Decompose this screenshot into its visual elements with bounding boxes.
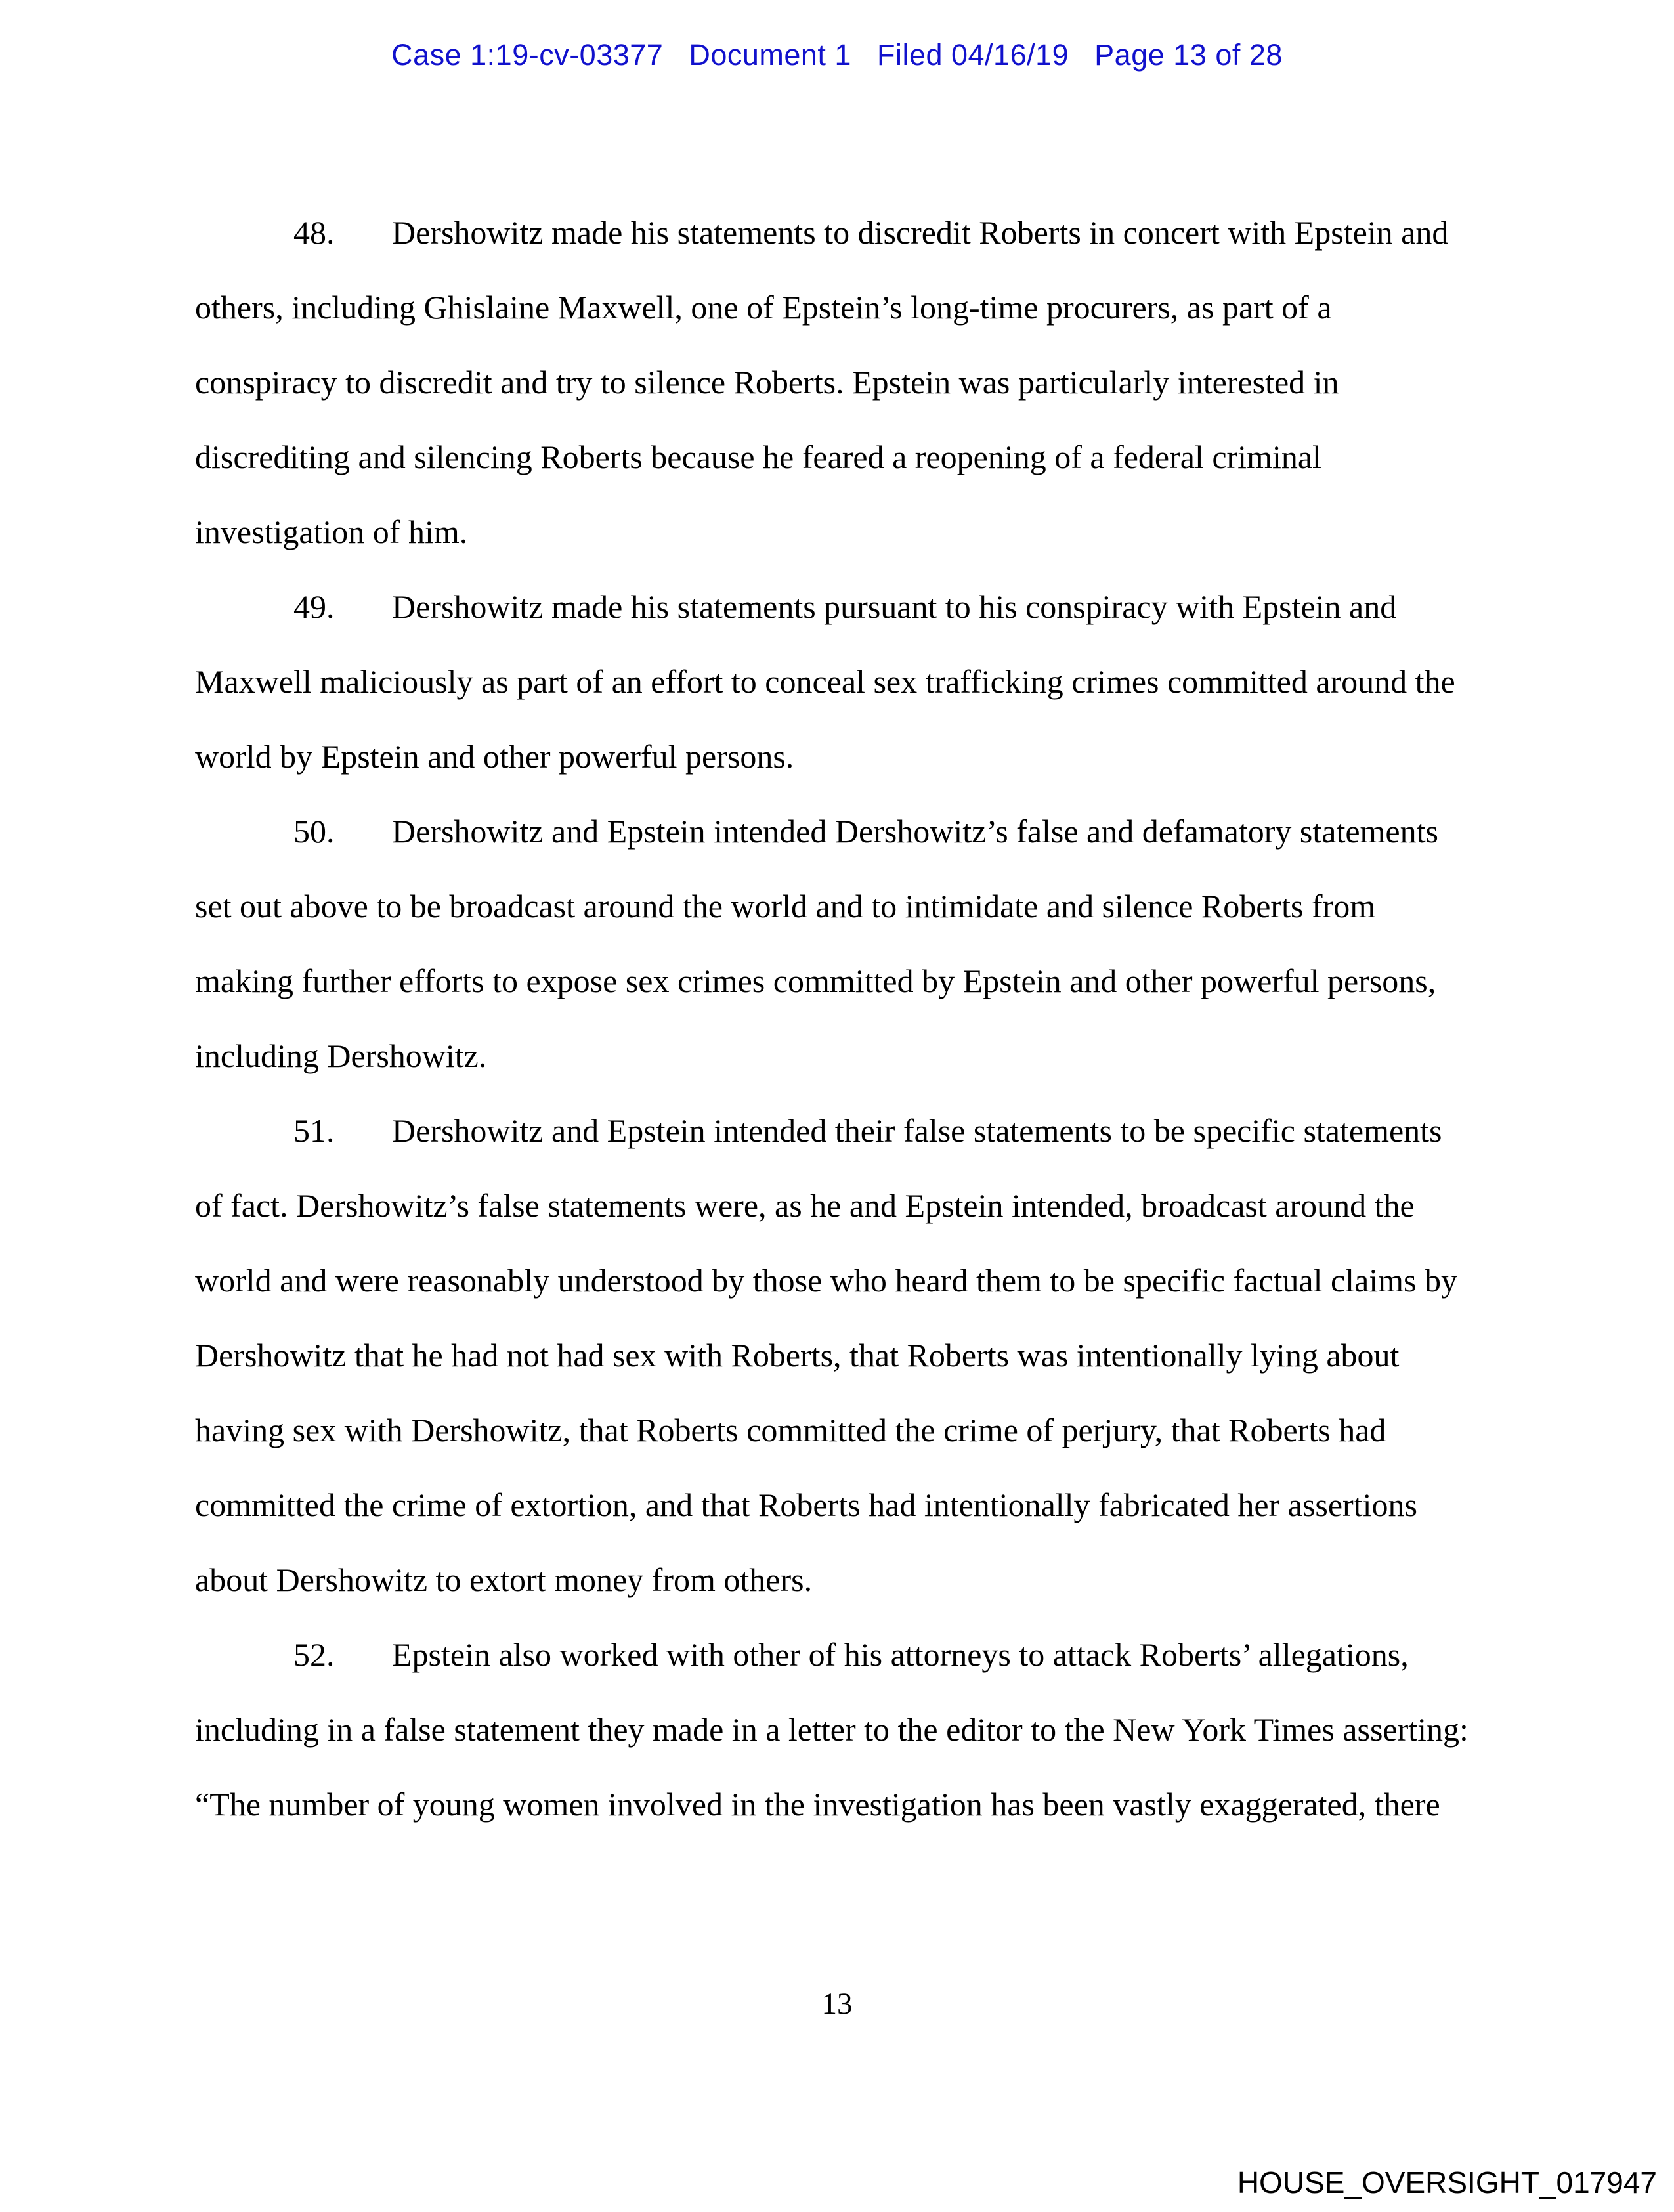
paragraph-text: Epstein also worked with other of his attorneys to attack Roberts’ allegations, xyxy=(392,1636,1409,1673)
paragraph-line: Dershowitz that he had not had sex with Roberts, that Roberts was intentionally lying about xyxy=(195,1337,1400,1374)
paragraph xyxy=(195,1093,1472,1617)
paragraph-line xyxy=(195,569,1472,644)
paragraph-line: of fact. Dershowitz’s false statements were, as he and Epstein intended, broadcast around the xyxy=(195,1187,1415,1224)
paragraph-line: making further efforts to expose sex crimes committed by Epstein and other powerful persons, xyxy=(195,963,1436,999)
document-body xyxy=(195,195,1472,1842)
paragraph-line xyxy=(195,1093,1472,1168)
paragraph-line: investigation of him. xyxy=(195,513,468,550)
paragraph-text: Dershowitz and Epstein intended Dershowitz’s false and defamatory statements xyxy=(392,813,1438,850)
paragraph-number: 49. xyxy=(293,588,335,625)
paragraph-line: others, including Ghislaine Maxwell, one of Epstein’s long-time procurers, as part of a xyxy=(195,289,1332,326)
paragraph-line: world and were reasonably understood by those who heard them to be specific factual claims by xyxy=(195,1262,1457,1299)
paragraph-line: world by Epstein and other powerful persons. xyxy=(195,738,794,775)
paragraph-number: 48. xyxy=(293,214,335,251)
paragraph xyxy=(195,569,1472,794)
paragraph-line: including in a false statement they made in a letter to the editor to the New York Times asserting: xyxy=(195,1711,1469,1748)
paragraph xyxy=(195,195,1472,569)
paragraph-line xyxy=(195,1617,1472,1692)
paragraph-line: including Dershowitz. xyxy=(195,1037,487,1074)
paragraph-number: 50. xyxy=(293,813,335,850)
page-number: 13 xyxy=(821,1987,853,2021)
case-header-stamp: Case 1:19-cv-03377 Document 1 Filed 04/16/19 Page 13 of 28 xyxy=(391,38,1283,72)
paragraph-line: conspiracy to discredit and try to silence Roberts. Epstein was particularly interested in xyxy=(195,364,1339,401)
paragraph-number: 51. xyxy=(293,1112,335,1149)
bates-number: HOUSE_OVERSIGHT_017947 xyxy=(1237,2165,1657,2200)
paragraph-line: committed the crime of extortion, and that Roberts had intentionally fabricated her assertions xyxy=(195,1486,1417,1523)
paragraph-line: set out above to be broadcast around the world and to intimidate and silence Roberts from xyxy=(195,888,1376,924)
paragraph-text: Dershowitz and Epstein intended their false statements to be specific statements xyxy=(392,1112,1442,1149)
paragraph-text: Dershowitz made his statements pursuant to his conspiracy with Epstein and xyxy=(392,588,1397,625)
paragraph xyxy=(195,794,1472,1093)
paragraph xyxy=(195,1617,1472,1842)
paragraph-line: discrediting and silencing Roberts because he feared a reopening of a federal criminal xyxy=(195,439,1321,475)
paragraph-line xyxy=(195,195,1472,270)
paragraph-line: about Dershowitz to extort money from others. xyxy=(195,1561,813,1598)
paragraph-line: “The number of young women involved in the investigation has been vastly exaggerated, there xyxy=(195,1786,1440,1823)
paragraph-line xyxy=(195,794,1472,869)
paragraph-line: Maxwell maliciously as part of an effort to conceal sex trafficking crimes committed around the xyxy=(195,663,1455,700)
paragraph-line: having sex with Dershowitz, that Roberts committed the crime of perjury, that Roberts had xyxy=(195,1412,1386,1448)
paragraph-text: Dershowitz made his statements to discredit Roberts in concert with Epstein and xyxy=(392,214,1449,251)
paragraph-number: 52. xyxy=(293,1636,335,1673)
